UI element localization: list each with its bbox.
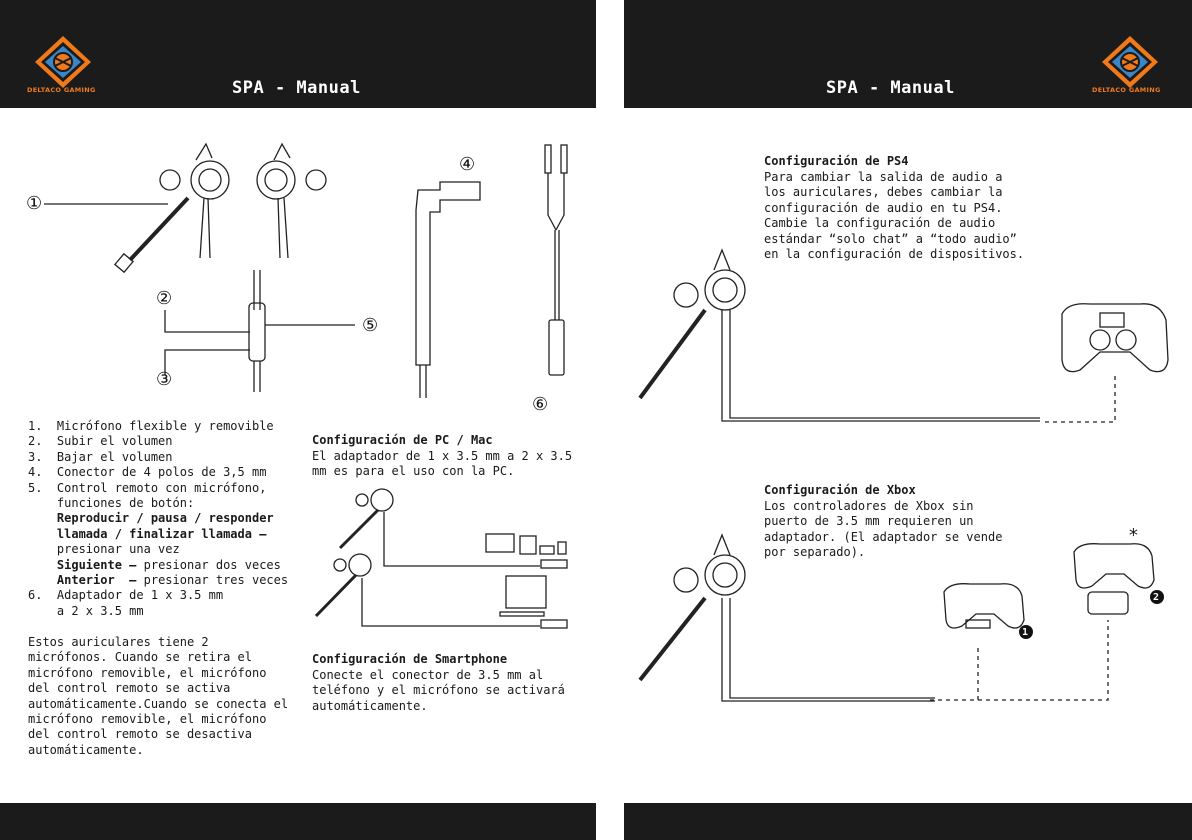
list-item: 5. Control remoto con micrófono, bbox=[28, 480, 267, 495]
callout-6: ⑥ bbox=[532, 394, 549, 415]
ps4-text: Para cambiar la salida de audio a los auriculares, debes cambiar la configuración de audio en tu PS4. Cambie la configuración de audio estándar “solo chat” a “todo audio” en la configuración de dispositivos. bbox=[764, 170, 1025, 262]
list-item: Reproducir / pausa / responder bbox=[56, 511, 274, 526]
list-item: a 2 x 3.5 mm bbox=[56, 603, 144, 618]
pc-setup-illustration bbox=[316, 489, 567, 628]
xbox-badge-1: 1 bbox=[1022, 627, 1029, 638]
smartphone-text: Conecte el conector de 3.5 mm al teléfono y el micrófono se activará automáticamente. bbox=[312, 668, 565, 713]
list-item: 3. Bajar el volumen bbox=[28, 449, 173, 464]
callout-2: ② bbox=[156, 288, 173, 309]
callout-1: ① bbox=[26, 193, 43, 214]
smartphone-title: Configuración de Smartphone bbox=[312, 652, 508, 666]
pc-title: Configuración de PC / Mac bbox=[312, 433, 493, 447]
list-item: llamada / finalizar llamada – bbox=[56, 526, 267, 541]
connector-illustration bbox=[416, 182, 480, 398]
adapter-asterisk: * bbox=[1128, 525, 1139, 546]
xbox-title: Configuración de Xbox bbox=[764, 483, 916, 497]
list-item: 6. Adaptador de 1 x 3.5 mm bbox=[28, 588, 224, 603]
callout-5: ⑤ bbox=[362, 315, 379, 336]
ps4-setup-illustration bbox=[640, 250, 1168, 422]
xbox-badge-2: 2 bbox=[1153, 592, 1160, 603]
earbuds-illustration bbox=[44, 144, 326, 272]
list-item: Anterior – presionar tres veces bbox=[56, 573, 289, 588]
page-title-right: SPA - Manual bbox=[826, 78, 955, 98]
page-title-left: SPA - Manual bbox=[232, 78, 361, 98]
list-item: Siguiente – presionar dos veces bbox=[56, 557, 281, 572]
list-item: funciones de botón: bbox=[56, 496, 195, 511]
callout-4: ④ bbox=[459, 154, 476, 175]
adapter-illustration bbox=[545, 145, 567, 375]
pc-text: El adaptador de 1 x 3.5 mm a 2 x 3.5 mm es para el uso con la PC. bbox=[312, 449, 573, 479]
parts-list bbox=[28, 419, 288, 619]
mics-paragraph: Estos auriculares tiene 2 micrófonos. Cuando se retira el micrófono removible, el micrófono del control remoto se activa automáticamente.Cuando se conecta el micrófono removible, el micrófono del control remoto se desactiva automáticamente. bbox=[28, 635, 289, 757]
list-item: 4. Conector de 4 polos de 3,5 mm bbox=[28, 465, 267, 480]
list-item: presionar una vez bbox=[56, 542, 180, 557]
list-item: 1. Micrófono flexible y removible bbox=[28, 419, 274, 433]
xbox-text: Los controladores de Xbox sin puerto de 3.5 mm requieren un adaptador. (El adaptador se vende por separado). bbox=[764, 499, 1003, 560]
callout-3: ③ bbox=[156, 369, 173, 390]
brand-name-left: DELTACO GAMING bbox=[27, 86, 96, 94]
list-item: 2. Subir el volumen bbox=[28, 434, 173, 449]
ps4-title: Configuración de PS4 bbox=[764, 154, 909, 168]
brand-name-right: DELTACO GAMING bbox=[1092, 86, 1161, 94]
remote-illustration bbox=[165, 270, 355, 392]
